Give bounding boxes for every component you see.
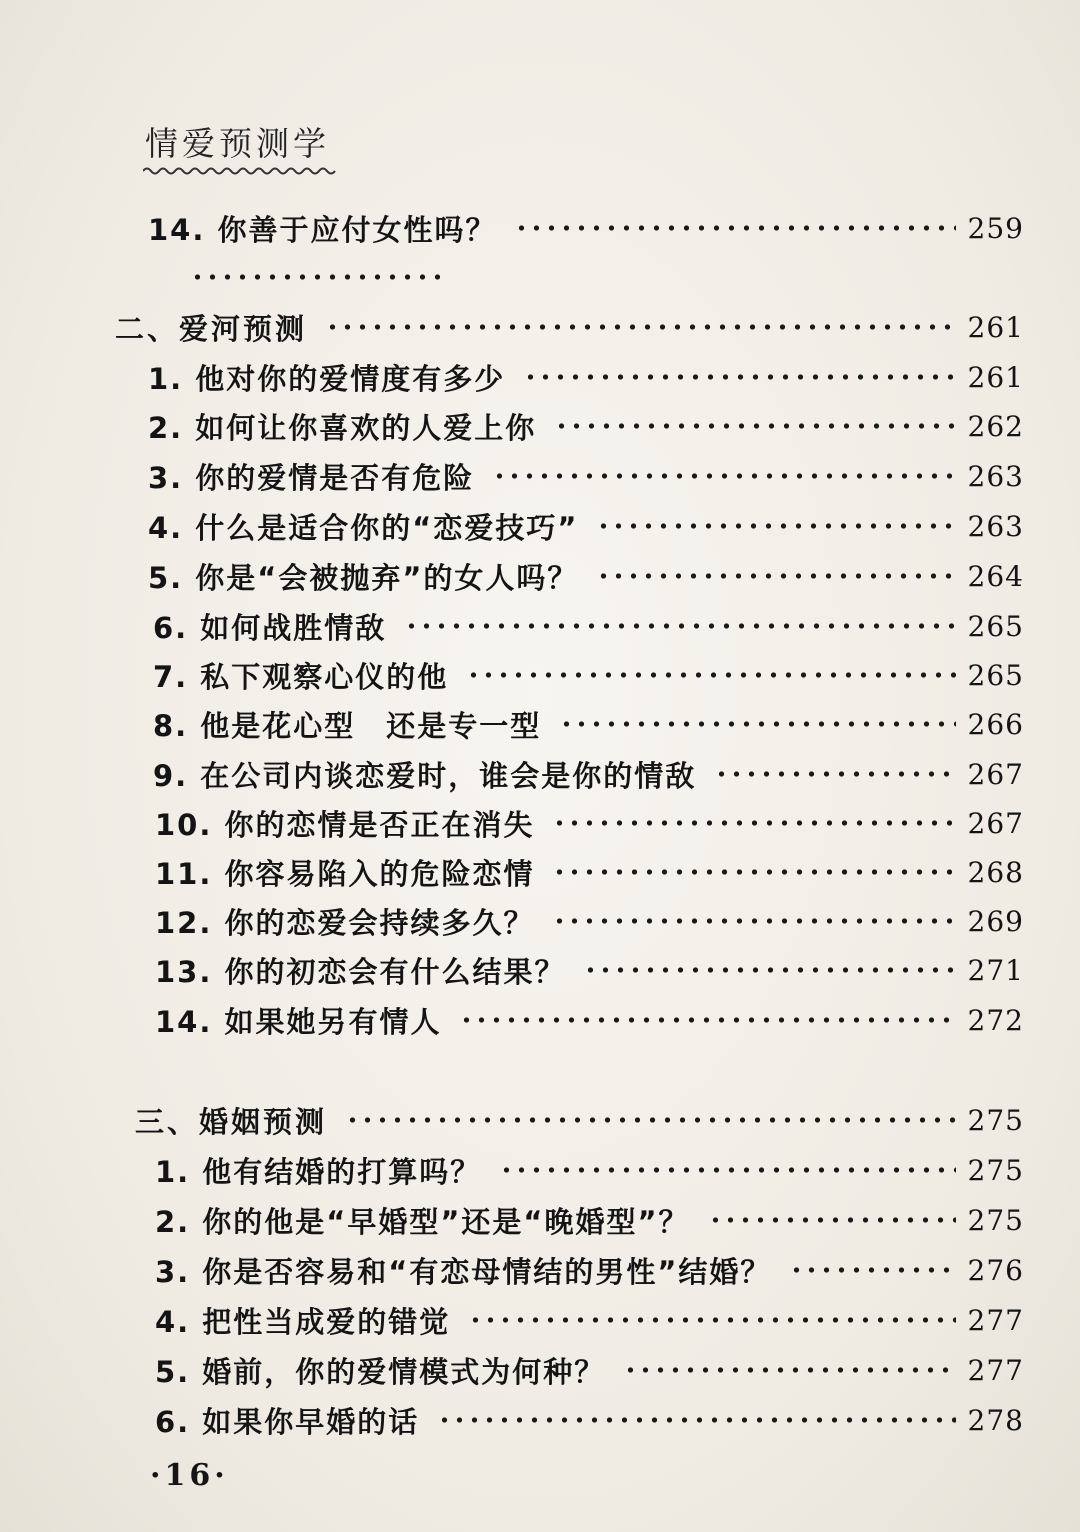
dot-leader <box>789 1266 955 1274</box>
page-number: 276 <box>967 1253 1024 1287</box>
toc-section: 三、婚姻预测 275 <box>135 1103 1024 1139</box>
page-number: 278 <box>967 1403 1024 1437</box>
page-number: 275 <box>967 1153 1024 1187</box>
toc-entry: 3. 你是否容易和“有恋母情结的男性”结婚？ 276 <box>155 1253 1024 1289</box>
dot-leader <box>466 671 955 679</box>
dot-leader <box>459 1016 955 1024</box>
toc-entry: 6. 如何战胜情敌 265 <box>153 609 1024 645</box>
page-folio: ·16· <box>150 1458 229 1493</box>
dot-leader <box>325 323 956 331</box>
toc-entry: 4. 什么是适合你的“恋爱技巧” 263 <box>148 509 1024 545</box>
running-head: 情爱预测学 <box>145 124 330 163</box>
toc-entry: 10. 你的恋情是否正在消失 267 <box>155 806 1024 842</box>
dot-leader <box>596 522 955 530</box>
toc-entry: 12. 你的恋爱会持续多久？ 269 <box>155 904 1024 940</box>
dot-leader <box>523 373 955 381</box>
toc-entry: 13. 你的初恋会有什么结果？ 271 <box>155 953 1024 989</box>
dot-leader <box>468 1316 955 1324</box>
toc-entry: 11. 你容易陷入的危险恋情 268 <box>155 855 1024 891</box>
page-number: 269 <box>967 904 1024 938</box>
toc-entry: 4. 把性当成爱的错觉 277 <box>155 1303 1024 1339</box>
toc-entry: 14. 你善于应付女性吗？ 259 <box>148 211 1024 247</box>
toc-entry: 1. 他对你的爱情度有多少 261 <box>148 360 1024 396</box>
page-number: 275 <box>967 1103 1024 1137</box>
toc-entry: 6. 如果你早婚的话 278 <box>155 1403 1024 1439</box>
page-number: 265 <box>967 658 1024 692</box>
dot-leader <box>499 1166 955 1174</box>
page-number: 275 <box>967 1203 1024 1237</box>
dot-leader <box>345 1116 956 1124</box>
dot-leader <box>714 770 955 778</box>
page-number: 262 <box>967 409 1024 443</box>
dot-leader <box>708 1216 956 1224</box>
dot-leader <box>404 622 955 630</box>
toc-entry-continuation <box>190 255 1024 299</box>
page-number: 277 <box>967 1303 1024 1337</box>
page-number: 265 <box>967 609 1024 643</box>
page-number: 271 <box>967 953 1024 987</box>
dot-leader <box>583 966 955 974</box>
page-number: 263 <box>967 509 1024 543</box>
dot-leader <box>623 1366 955 1374</box>
page-number: 264 <box>967 559 1024 593</box>
page-number: 267 <box>967 806 1024 840</box>
dot-leader <box>554 422 955 430</box>
toc-entry: 14. 如果她另有情人 272 <box>155 1003 1024 1039</box>
toc-entry: 2. 你的他是“早婚型”还是“晚婚型”？ 275 <box>155 1203 1024 1239</box>
toc-entry: 3. 你的爱情是否有危险 263 <box>148 459 1024 495</box>
toc-entry: 5. 你是“会被抛弃”的女人吗？ 264 <box>148 559 1024 595</box>
page-number: 277 <box>967 1353 1024 1387</box>
dot-leader <box>552 917 955 925</box>
dot-leader <box>559 720 955 728</box>
toc-entry: 8. 他是花心型 还是专一型 266 <box>153 707 1024 743</box>
page-number: 261 <box>967 360 1024 394</box>
page-number: 268 <box>967 855 1024 889</box>
toc-entry: 5. 婚前，你的爱情模式为何种？ 277 <box>155 1353 1024 1389</box>
dot-leader <box>190 273 450 281</box>
toc-entry: 1. 他有结婚的打算吗？ 275 <box>155 1153 1024 1189</box>
dot-leader <box>552 819 955 827</box>
dot-leader <box>437 1416 955 1424</box>
page-number: 266 <box>967 707 1024 741</box>
toc-entry: 7. 私下观察心仪的他 265 <box>153 658 1024 694</box>
page-number: 267 <box>967 757 1024 791</box>
dot-leader <box>492 472 955 480</box>
page-number: 272 <box>967 1003 1024 1037</box>
page-number: 263 <box>967 459 1024 493</box>
dot-leader <box>596 572 955 580</box>
dot-leader <box>514 224 955 232</box>
toc-entry: 2. 如何让你喜欢的人爱上你 262 <box>148 409 1024 445</box>
dot-leader <box>552 868 955 876</box>
page-number: 261 <box>967 310 1024 344</box>
page-number: 259 <box>967 211 1024 245</box>
toc-section: 二、爱河预测 261 <box>115 310 1024 346</box>
toc-entry: 9. 在公司内谈恋爱时，谁会是你的情敌 267 <box>153 757 1024 793</box>
